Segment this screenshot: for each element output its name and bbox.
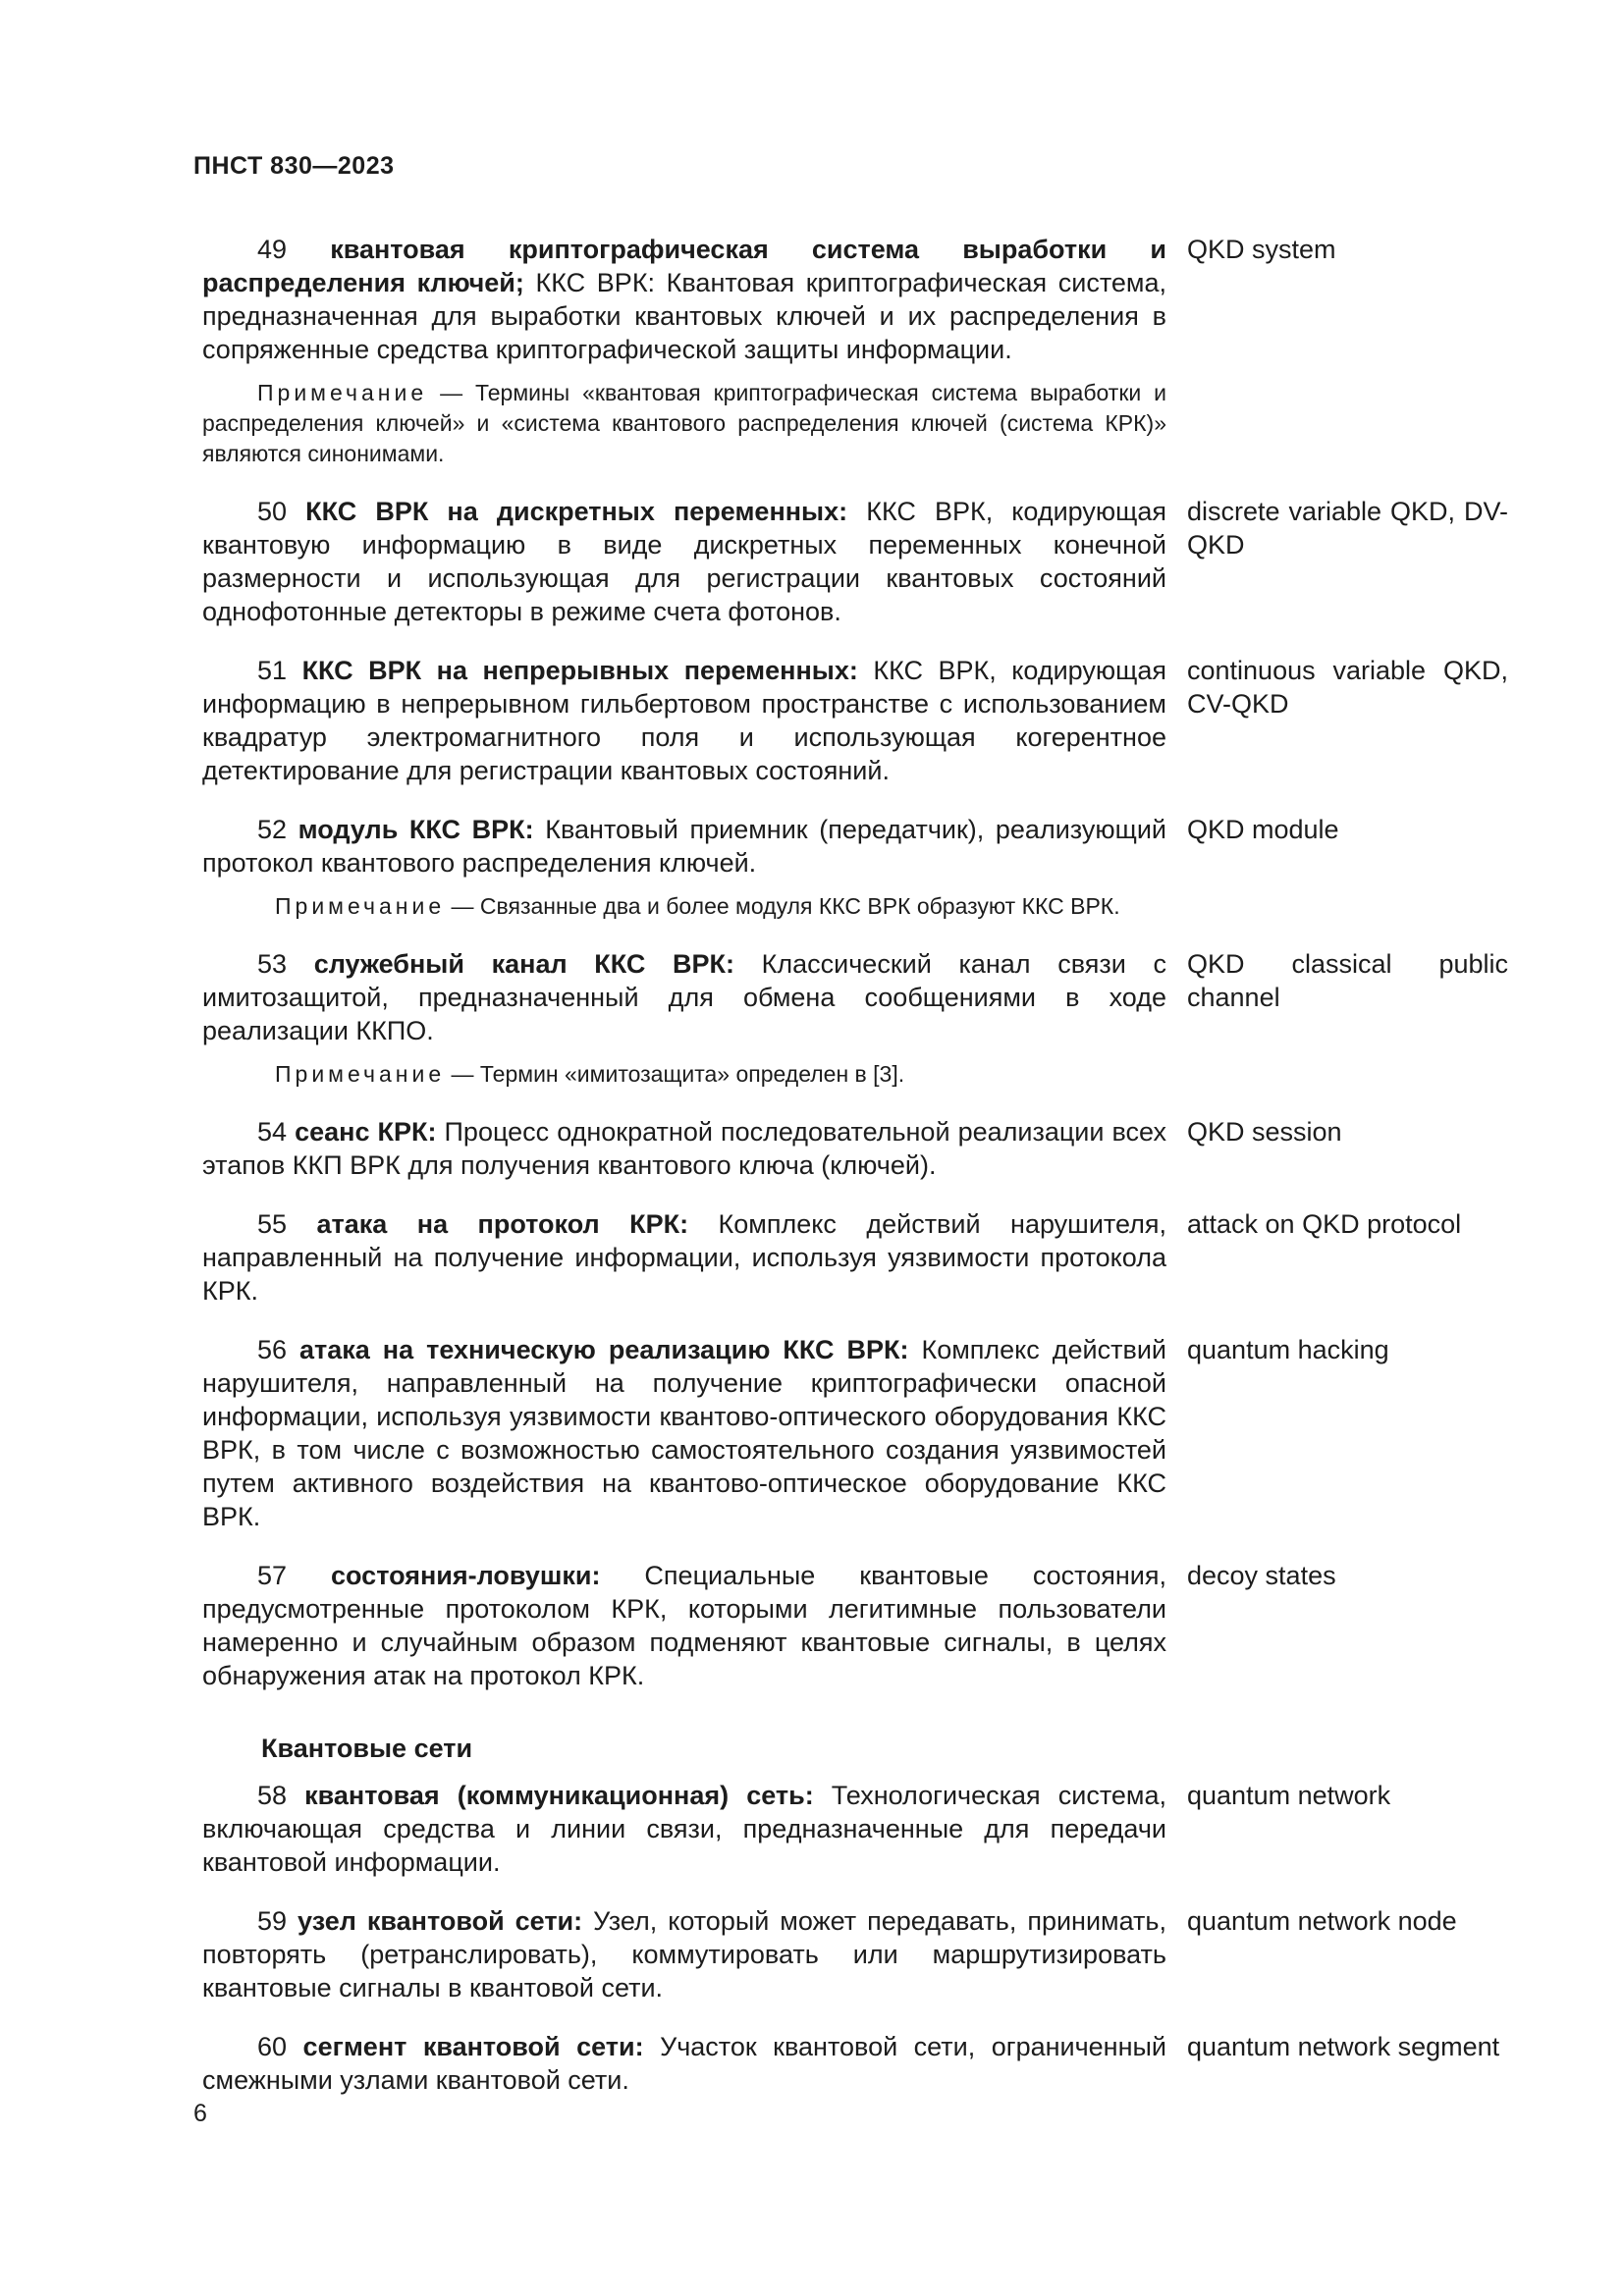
section-heading: Квантовые сети xyxy=(261,1734,473,1763)
term-number: 52 xyxy=(257,815,288,844)
term-entry-49 xyxy=(202,233,1508,366)
term-body: Специальные квантовые состояния, предусмотренные протоколом КРК, которыми легитимные пользователи намеренно и случайным образом подменяют квантовые сигналы, в целях обнаружения атак на протокол КРК. xyxy=(202,1561,1166,1690)
term-body: Узел, который может передавать, принимать, повторять (ретранслировать), коммутировать или маршрутизировать квантовые сигналы в квантовой сети. xyxy=(202,1906,1166,2002)
term-entry-59 xyxy=(202,1904,1508,2004)
term-name: служебный канал ККС ВРК: xyxy=(313,949,734,979)
term-english: discrete variable QKD, DV-QKD xyxy=(1187,497,1508,560)
term-english: quantum hacking xyxy=(1187,1335,1389,1364)
term-english: QKD classical public channel xyxy=(1187,949,1508,1012)
term-name: состояния-ловушки: xyxy=(331,1561,601,1590)
term-body: ККС ВРК, кодирующая информацию в непрерывном гильбертовом пространстве с использованием квадратур электромагнитного поля и использующая когерентное детектирование для регистрации квантовых состояний. xyxy=(202,656,1166,785)
term-name: сегмент квантовой сети: xyxy=(302,2032,644,2061)
term-number: 50 xyxy=(257,497,288,526)
term-english: continuous variable QKD, CV-QKD xyxy=(1187,656,1508,719)
term-definition xyxy=(202,1207,1166,1308)
term-english: QKD session xyxy=(1187,1117,1342,1147)
term-entry-58 xyxy=(202,1779,1508,1879)
term-number: 60 xyxy=(257,2032,288,2061)
term-name: атака на техническую реализацию ККС ВРК: xyxy=(299,1335,909,1364)
term-number: 59 xyxy=(257,1906,288,1936)
note-label: Примечание xyxy=(275,1061,446,1087)
note-text: — Связанные два и более модуля ККС ВРК образуют ККС ВРК. xyxy=(451,893,1120,919)
term-number: 49 xyxy=(257,235,288,264)
term-entry-51 xyxy=(202,654,1508,787)
term-definition xyxy=(202,1115,1166,1182)
term-definition xyxy=(202,1333,1166,1533)
term-number: 54 xyxy=(257,1117,288,1147)
term-body: Комплекс действий нарушителя, направленный на получение криптографически опасной информации, используя уязвимости квантово-оптического оборудования ККС ВРК, в том числе с возможностью самостоятельного создания уязвимостей путем активного воздействия на квантово-оптическое оборудование ККС ВРК. xyxy=(202,1335,1166,1531)
term-name: ККС ВРК на непрерывных переменных: xyxy=(301,656,858,685)
note-label: Примечание xyxy=(257,380,428,405)
term-number: 55 xyxy=(257,1209,288,1239)
term-note-52 xyxy=(202,891,1166,922)
term-entry-56 xyxy=(202,1333,1508,1533)
term-entry-54 xyxy=(202,1115,1508,1182)
terms-content xyxy=(202,233,1508,2122)
term-name: модуль ККС ВРК: xyxy=(298,815,534,844)
term-definition xyxy=(202,1904,1166,2004)
term-entry-53 xyxy=(202,947,1508,1047)
note-text: — Термин «имитозащита» определен в [3]. xyxy=(451,1061,905,1087)
term-english: attack on QKD protocol xyxy=(1187,1209,1462,1239)
term-name: ККС ВРК на дискретных переменных: xyxy=(305,497,848,526)
term-body: ККС ВРК: Квантовая криптографическая система, предназначенная для выработки квантовых ключей и их распределения в сопряженные средства криптографической защиты информации. xyxy=(202,268,1167,364)
term-definition xyxy=(202,654,1166,787)
term-entry-60 xyxy=(202,2030,1508,2097)
term-body: ККС ВРК, кодирующая квантовую информацию в виде дискретных переменных конечной размерности и использующая для регистрации квантовых состояний однофотонные детекторы в режиме счета фотонов. xyxy=(202,497,1166,626)
term-number: 58 xyxy=(257,1781,288,1810)
term-number: 57 xyxy=(257,1561,288,1590)
term-english: quantum network xyxy=(1187,1781,1391,1810)
term-body: Процесс однократной последовательной реализации всех этапов ККП ВРК для получения квантового ключа (ключей). xyxy=(202,1117,1166,1180)
term-body: Технологическая система, включающая средства и линии связи, предназначенные для передачи квантовой информации. xyxy=(202,1781,1167,1877)
note-label: Примечание xyxy=(275,893,446,919)
term-english: QKD system xyxy=(1187,235,1336,264)
term-note-53 xyxy=(202,1059,1166,1090)
term-number: 51 xyxy=(257,656,288,685)
term-name: квантовая (коммуникационная) сеть: xyxy=(304,1781,814,1810)
term-body: Классический канал связи с имитозащитой, предназначенный для обмена сообщениями в ходе реализации ККПО. xyxy=(202,949,1166,1045)
term-definition xyxy=(202,2030,1166,2097)
document-id: ПНСТ 830—2023 xyxy=(193,152,395,180)
term-entry-50 xyxy=(202,495,1508,628)
term-english: quantum network node xyxy=(1187,1906,1457,1936)
note-text: — Термины «квантовая криптографическая система выработки и распределения ключей» и «система квантового распределения ключей (система КРК)» являются синонимами. xyxy=(202,380,1166,466)
term-body: Квантовый приемник (передатчик), реализующий протокол квантового распределения ключей. xyxy=(202,815,1166,878)
term-entry-57 xyxy=(202,1559,1508,1692)
term-english: QKD module xyxy=(1187,815,1339,844)
term-name: сеанс КРК: xyxy=(295,1117,437,1147)
term-entry-52 xyxy=(202,813,1508,880)
page-number: 6 xyxy=(193,2100,207,2127)
term-definition xyxy=(202,233,1166,366)
term-definition xyxy=(202,1559,1166,1692)
term-name: атака на протокол КРК: xyxy=(316,1209,689,1239)
term-english: quantum network segment xyxy=(1187,2032,1500,2061)
term-number: 53 xyxy=(257,949,288,979)
term-number: 56 xyxy=(257,1335,288,1364)
term-definition xyxy=(202,1779,1166,1879)
term-body: Участок квантовой сети, ограниченный смежными узлами квантовой сети. xyxy=(202,2032,1166,2095)
term-name: узел квантовой сети: xyxy=(298,1906,583,1936)
term-entry-55 xyxy=(202,1207,1508,1308)
term-english: decoy states xyxy=(1187,1561,1336,1590)
term-name: квантовая криптографическая система выработки и распределения ключей; xyxy=(202,235,1166,297)
term-note-49 xyxy=(202,378,1166,469)
term-definition xyxy=(202,947,1166,1047)
term-definition xyxy=(202,813,1166,880)
term-definition xyxy=(202,495,1166,628)
term-body: Комплекс действий нарушителя, направленный на получение информации, используя уязвимости протокола КРК. xyxy=(202,1209,1166,1306)
